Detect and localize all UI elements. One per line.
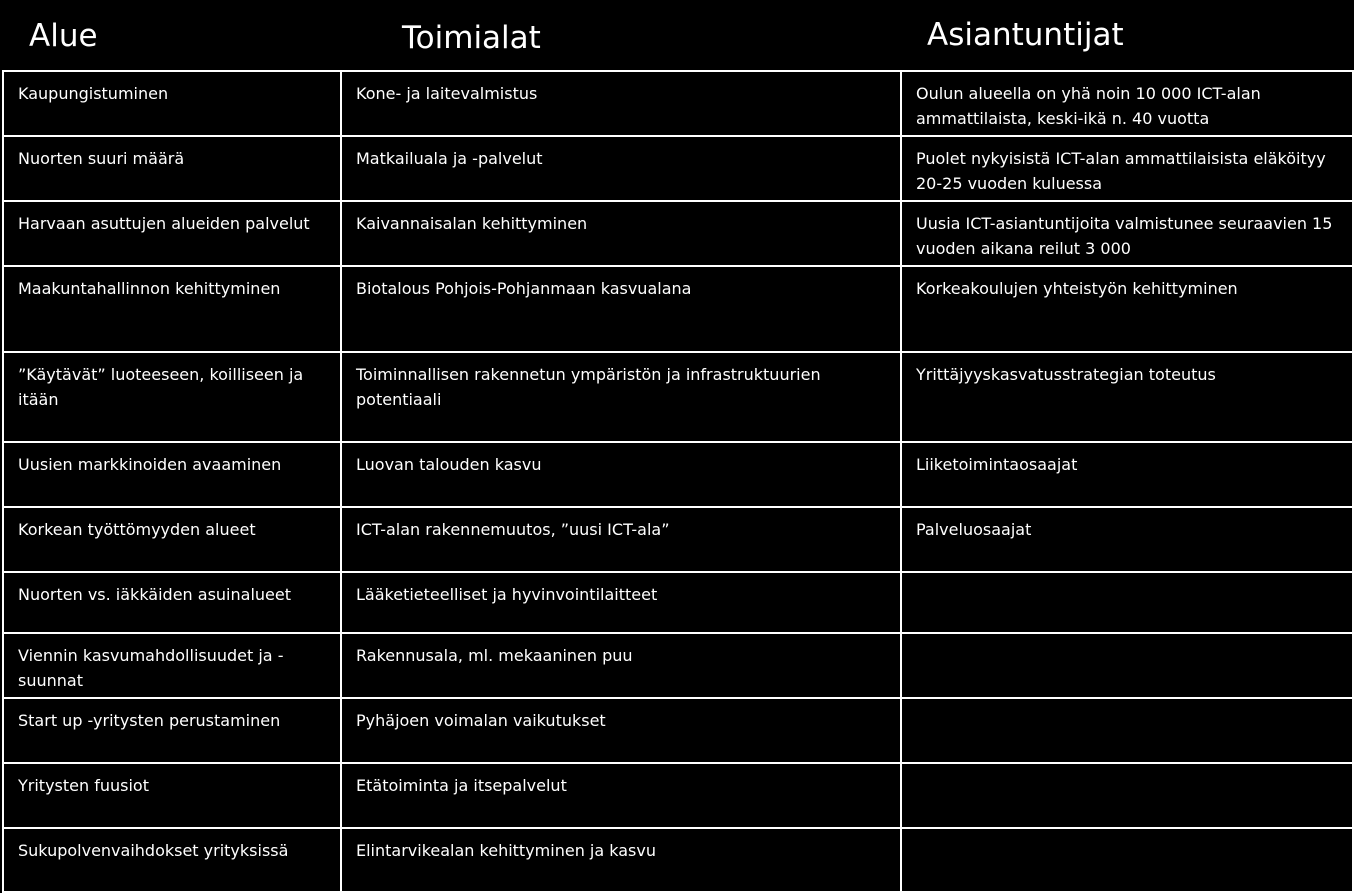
cell-toimialat: ICT-alan rakennemuutos, ”uusi ICT-ala”: [341, 507, 901, 572]
cell-asiantuntijat: Puolet nykyisistä ICT-alan ammattilaisista eläköityy 20-25 vuoden kuluessa: [901, 136, 1353, 201]
cell-asiantuntijat: [901, 698, 1353, 763]
cell-asiantuntijat: [901, 572, 1353, 633]
cell-alue: Nuorten suuri määrä: [3, 136, 341, 201]
table-row: [3, 507, 1353, 572]
table-row: [3, 442, 1353, 507]
cell-asiantuntijat: [901, 763, 1353, 828]
cell-asiantuntijat: [901, 633, 1353, 698]
cell-alue: ”Käytävät” luoteeseen, koilliseen ja itään: [3, 352, 341, 442]
cell-toimialat: Pyhäjoen voimalan vaikutukset: [341, 698, 901, 763]
cell-alue: Start up -yritysten perustaminen: [3, 698, 341, 763]
cell-alue: Maakuntahallinnon kehittyminen: [3, 266, 341, 352]
header-toimialat: Toimialat: [402, 20, 541, 56]
cell-asiantuntijat: Oulun alueella on yhä noin 10 000 ICT-alan ammattilaista, keski-ikä n. 40 vuotta: [901, 71, 1353, 136]
cell-alue: Korkean työttömyyden alueet: [3, 507, 341, 572]
cell-toimialat: Lääketieteelliset ja hyvinvointilaitteet: [341, 572, 901, 633]
table-row: [3, 266, 1353, 352]
cell-alue: Uusien markkinoiden avaaminen: [3, 442, 341, 507]
table-row: [3, 136, 1353, 201]
cell-toimialat: Etätoiminta ja itsepalvelut: [341, 763, 901, 828]
cell-alue: Yritysten fuusiot: [3, 763, 341, 828]
cell-alue: Viennin kasvumahdollisuudet ja -suunnat: [3, 633, 341, 698]
cell-asiantuntijat: Palveluosaajat: [901, 507, 1353, 572]
table-row: [3, 572, 1353, 633]
table-row: [3, 828, 1353, 892]
table-row: [3, 763, 1353, 828]
cell-alue: Kaupungistuminen: [3, 71, 341, 136]
cell-toimialat: Rakennusala, ml. mekaaninen puu: [341, 633, 901, 698]
cell-asiantuntijat: [901, 828, 1353, 892]
table-row: [3, 352, 1353, 442]
table-row: [3, 698, 1353, 763]
header-alue: Alue: [29, 18, 98, 54]
cell-toimialat: Kaivannaisalan kehittyminen: [341, 201, 901, 266]
cell-asiantuntijat: Korkeakoulujen yhteistyön kehittyminen: [901, 266, 1353, 352]
table-row: [3, 201, 1353, 266]
cell-toimialat: Biotalous Pohjois-Pohjanmaan kasvualana: [341, 266, 901, 352]
cell-toimialat: Kone- ja laitevalmistus: [341, 71, 901, 136]
cell-asiantuntijat: Liiketoimintaosaajat: [901, 442, 1353, 507]
cell-toimialat: Elintarvikealan kehittyminen ja kasvu: [341, 828, 901, 892]
cell-alue: Harvaan asuttujen alueiden palvelut: [3, 201, 341, 266]
header-asiantuntijat: Asiantuntijat: [927, 17, 1124, 53]
cell-toimialat: Matkailuala ja -palvelut: [341, 136, 901, 201]
data-table: [2, 70, 1354, 893]
cell-toimialat: Toiminnallisen rakennetun ympäristön ja infrastruktuurien potentiaali: [341, 352, 901, 442]
cell-toimialat: Luovan talouden kasvu: [341, 442, 901, 507]
table-row: [3, 633, 1353, 698]
cell-asiantuntijat: Yrittäjyyskasvatusstrategian toteutus: [901, 352, 1353, 442]
table-row: [3, 71, 1353, 136]
cell-alue: Sukupolvenvaihdokset yrityksissä: [3, 828, 341, 892]
cell-asiantuntijat: Uusia ICT-asiantuntijoita valmistunee seuraavien 15 vuoden aikana reilut 3 000: [901, 201, 1353, 266]
cell-alue: Nuorten vs. iäkkäiden asuinalueet: [3, 572, 341, 633]
